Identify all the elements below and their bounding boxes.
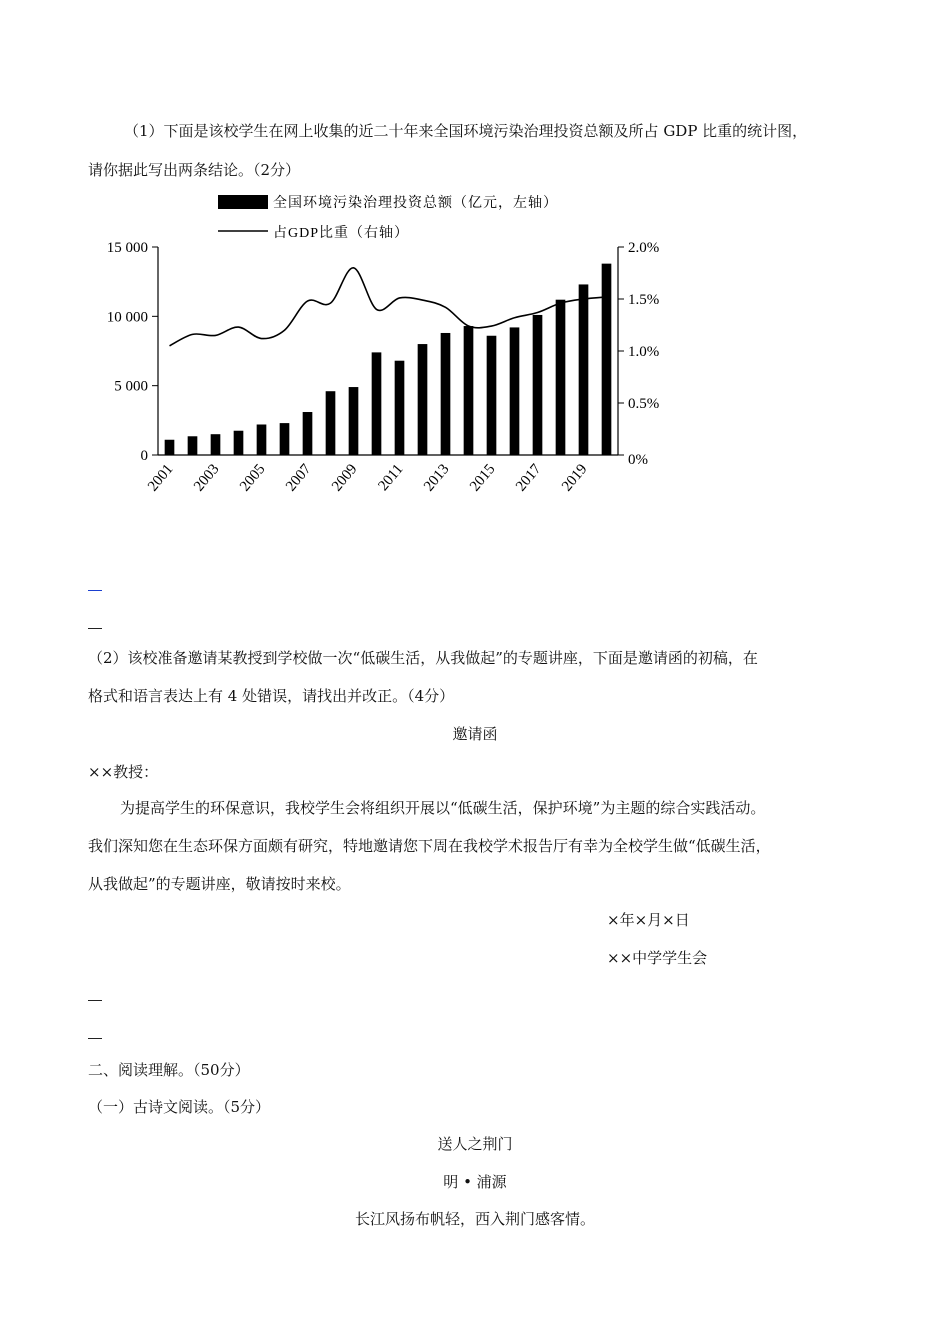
left-tick-label: 0 <box>140 448 148 464</box>
letter-signature: ××中学学生会 <box>607 949 708 967</box>
q1-prompt-line2: 请你据此写出两条结论。（2分） <box>88 161 301 179</box>
bar-2018 <box>556 300 566 455</box>
letter-body-line2: 我们深知您在生态环保方面颇有研究，特地邀请您下周在我校学术报告厅有幸为全校学生做“低碳生活， <box>88 837 771 855</box>
letter-greeting: ××教授： <box>88 763 159 781</box>
answer-blank-3[interactable] <box>88 1000 102 1001</box>
section-heading: 二、阅读理解。（50分） <box>88 1061 250 1079</box>
q2-prompt-line1: （2）该校准备邀请某教授到学校做一次“低碳生活，从我做起”的专题讲座，下面是邀请函的初稿，在 <box>88 649 758 667</box>
bar-2008 <box>326 391 336 455</box>
left-tick-label: 5 000 <box>114 378 148 395</box>
letter-body-line1: 为提高学生的环保意识，我校学生会将组织开展以“低碳生活，保护环境”为主题的综合实践活动。 <box>120 799 766 817</box>
bar-2010 <box>372 352 382 455</box>
bar-2007 <box>303 412 313 455</box>
q1-prompt-line1: （1）下面是该校学生在网上收集的近二十年来全国环境污染治理投资总额及所占 GDP 比重的统计图， <box>124 122 808 140</box>
answer-blank-2[interactable] <box>88 628 102 629</box>
letter-title: 邀请函 <box>452 725 498 743</box>
x-tick-label: 2015 <box>467 461 499 495</box>
bar-2003 <box>211 434 221 455</box>
left-tick-label: 10 000 <box>106 309 148 326</box>
legend-bar-swatch <box>218 195 268 209</box>
bar-2006 <box>280 423 290 455</box>
bar-2001 <box>165 440 175 455</box>
right-tick-label: 2.0% <box>628 240 660 256</box>
x-tick-label: 2009 <box>329 461 361 495</box>
bar-2020 <box>602 264 612 455</box>
x-tick-label: 2007 <box>283 461 315 495</box>
letter-date: ×年×月×日 <box>607 911 690 929</box>
bar-2004 <box>234 431 244 455</box>
poem-line1: 长江风扬布帆轻，西入荆门感客情。 <box>354 1210 595 1228</box>
legend-bar-label: 全国环境污染治理投资总额（亿元，左轴） <box>273 196 558 211</box>
letter-body-line3: 从我做起”的专题讲座，敬请按时来校。 <box>88 875 351 893</box>
right-tick-label: 0.5% <box>628 396 660 412</box>
x-tick-label: 2005 <box>237 461 269 495</box>
right-tick-label: 1.0% <box>628 344 660 360</box>
bar-2015 <box>487 336 497 455</box>
legend-line-label: 占GDP比重（右轴） <box>273 226 410 241</box>
poem-title: 送人之荆门 <box>437 1135 513 1153</box>
bar-2011 <box>395 361 405 455</box>
x-tick-label: 2019 <box>559 461 591 495</box>
x-tick-label: 2001 <box>145 461 177 495</box>
poem-author: 明 • 浦源 <box>443 1173 507 1191</box>
answer-blank-1[interactable] <box>88 590 102 591</box>
q2-prompt-line2: 格式和语言表达上有 4 处错误，请找出并改正。（4分） <box>88 687 455 705</box>
left-tick-label: 15 000 <box>106 240 148 256</box>
bar-2013 <box>441 333 451 455</box>
x-tick-label: 2017 <box>513 461 545 495</box>
right-tick-label: 0% <box>628 452 648 468</box>
bar-2014 <box>464 326 474 455</box>
x-tick-label: 2013 <box>421 461 453 495</box>
bar-2012 <box>418 344 428 455</box>
x-tick-label: 2003 <box>191 461 223 495</box>
bar-2005 <box>257 424 267 455</box>
investment-chart <box>88 185 688 515</box>
x-tick-label: 2011 <box>375 461 407 495</box>
bar-2017 <box>533 315 543 455</box>
right-tick-label: 1.5% <box>628 292 660 308</box>
answer-blank-4[interactable] <box>88 1038 102 1039</box>
bar-2002 <box>188 436 198 455</box>
bar-2009 <box>349 387 359 455</box>
subsection-heading: （一）古诗文阅读。（5分） <box>88 1098 271 1116</box>
bar-2016 <box>510 327 520 455</box>
bar-2019 <box>579 284 589 455</box>
